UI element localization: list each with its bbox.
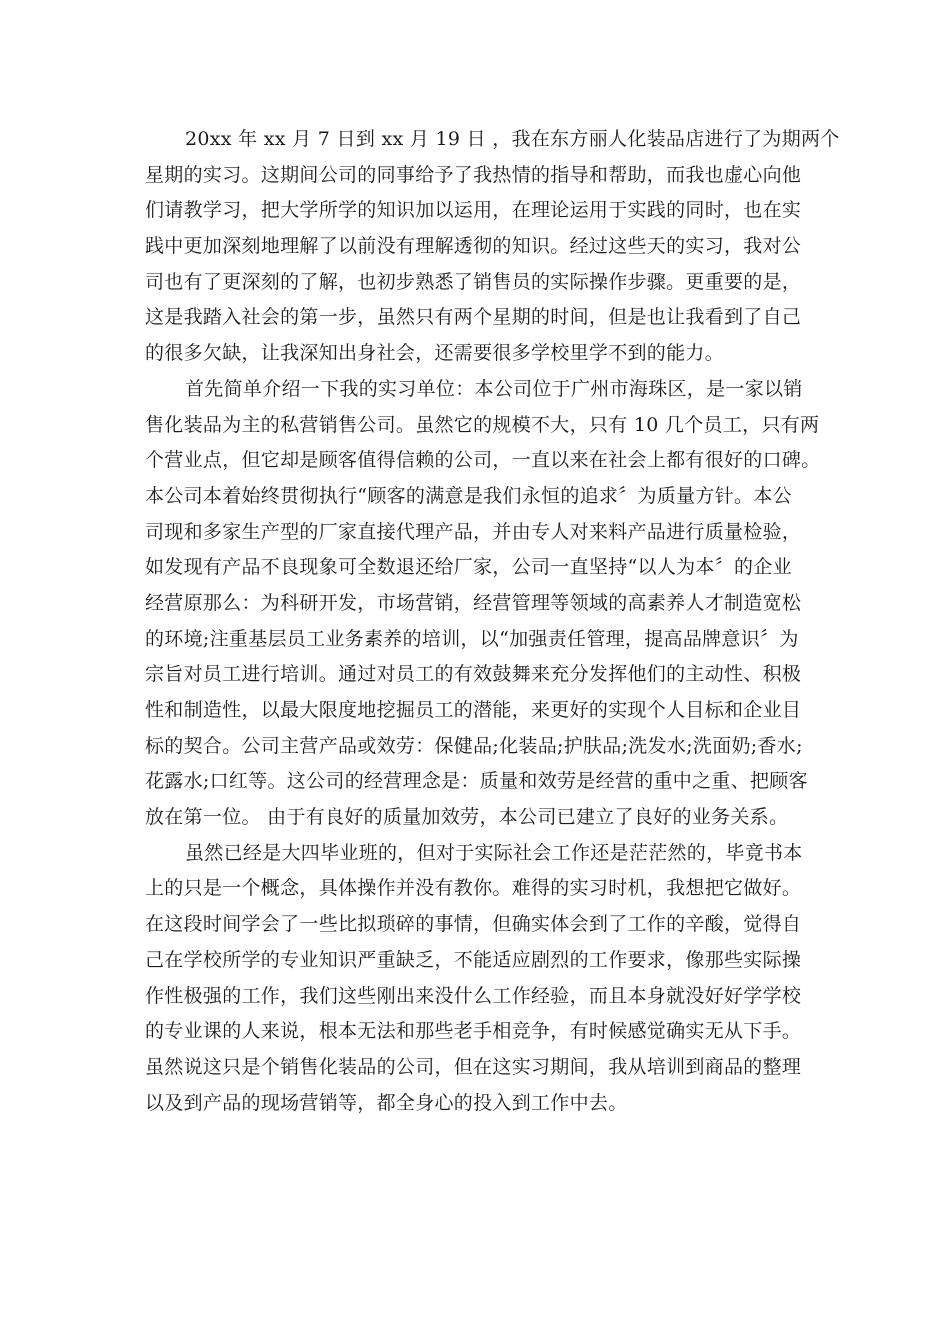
text-line: 花露水;口红等。这公司的经营理念是：质量和效劳是经营的重中之重、把顾客 xyxy=(145,770,808,793)
text-line: 虽然说这只是个销售化装品的公司，但在这实习期间，我从培训到商品的整理 xyxy=(145,1055,802,1078)
text-line: 星期的实习。这期间公司的同事给予了我热情的指导和帮助，而我也虚心向他 xyxy=(145,163,802,186)
text-line: 性和制造性，以最大限度地挖掘员工的潜能，来更好的实现个人目标和企业目 xyxy=(145,699,802,721)
text-line: 20xx 年 xx 月 7 日到 xx 月 19 日 ，我在东方丽人化装品店进行了为期两个 xyxy=(185,128,840,150)
text-line: 上的只是一个概念，具体操作并没有教你。难得的实习时机，我想把它做好。 xyxy=(145,877,802,900)
text-line: 司现和多家生产型的厂家直接代理产品，并由专人对来料产品进行质量检验， xyxy=(145,520,802,543)
paragraph-1 xyxy=(145,122,840,372)
text-line: 以及到产品的现场营销等，都全身心的投入到工作中去。 xyxy=(145,1091,628,1114)
paragraph-3 xyxy=(145,836,815,1122)
text-line: 这是我踏入社会的第一步，虽然只有两个星期的时间，但是也让我看到了自己 xyxy=(145,306,802,329)
text-line: 虽然已经是大四毕业班的，但对于实际社会工作还是茫茫然的，毕竟书本 xyxy=(185,841,803,864)
text-line: 司也有了更深刻的了解，也初步熟悉了销售员的实际操作步骤。更重要的是， xyxy=(145,270,802,293)
paragraph-2 xyxy=(145,372,821,836)
text-line: 们请教学习，把大学所学的知识加以运用，在理论运用于实践的同时，也在实 xyxy=(145,199,802,222)
text-line: 在这段时间学会了一些比拟琐碎的事情，但确实体会到了工作的辛酸，觉得自 xyxy=(145,913,802,936)
text-line: 经营原那么：为科研开发，市场营销，经营管理等领域的高素养人才制造宽松 xyxy=(145,591,802,614)
document-body xyxy=(145,122,840,1121)
text-line: 作性极强的工作，我们这些刚出来没什么工作经验，而且本身就没好好学学校 xyxy=(145,984,802,1007)
text-line: 的专业课的人来说，根本无法和那些老手相竞争，有时候感觉确实无从下手。 xyxy=(145,1020,802,1043)
text-line: 本公司本着始终贯彻执行“顾客的满意是我们永恒的追求〞为质量方针。本公 xyxy=(145,484,792,507)
text-line: 践中更加深刻地理解了以前没有理解透彻的知识。经过这些天的实习，我对公 xyxy=(145,235,802,258)
text-line: 放在第一位。 由于有良好的质量加效劳，本公司已建立了良好的业务关系。 xyxy=(145,806,789,829)
text-line: 售化装品为主的私营销售公司。虽然它的规模不大，只有 10 几个员工，只有两 xyxy=(145,413,820,436)
text-line: 的环境;注重基层员工业务素养的培训，以“加强责任管理，提高品牌意识〞为 xyxy=(145,627,799,650)
text-line: 个营业点，但它却是顾客值得信赖的公司，一直以来在社会上都有很好的口碑。 xyxy=(145,449,821,472)
text-line: 标的契合。公司主营产品或效劳：保健品;化装品;护肤品;洗发水;洗面奶;香水; xyxy=(145,734,803,757)
text-line: 宗旨对员工进行培训。通过对员工的有效鼓舞来充分发挥他们的主动性、积极 xyxy=(145,663,802,686)
text-line: 如发现有产品不良现象可全数退还给厂家，公司一直坚持“以人为本〞的企业 xyxy=(145,556,792,579)
text-line: 的很多欠缺，让我深知出身社会，还需要很多学校里学不到的能力。 xyxy=(145,342,725,365)
text-line: 首先简单介绍一下我的实习单位：本公司位于广州市海珠区，是一家以销 xyxy=(185,377,803,400)
text-line: 己在学校所学的专业知识严重缺乏，不能适应剧烈的工作要求，像那些实际操 xyxy=(145,948,802,971)
